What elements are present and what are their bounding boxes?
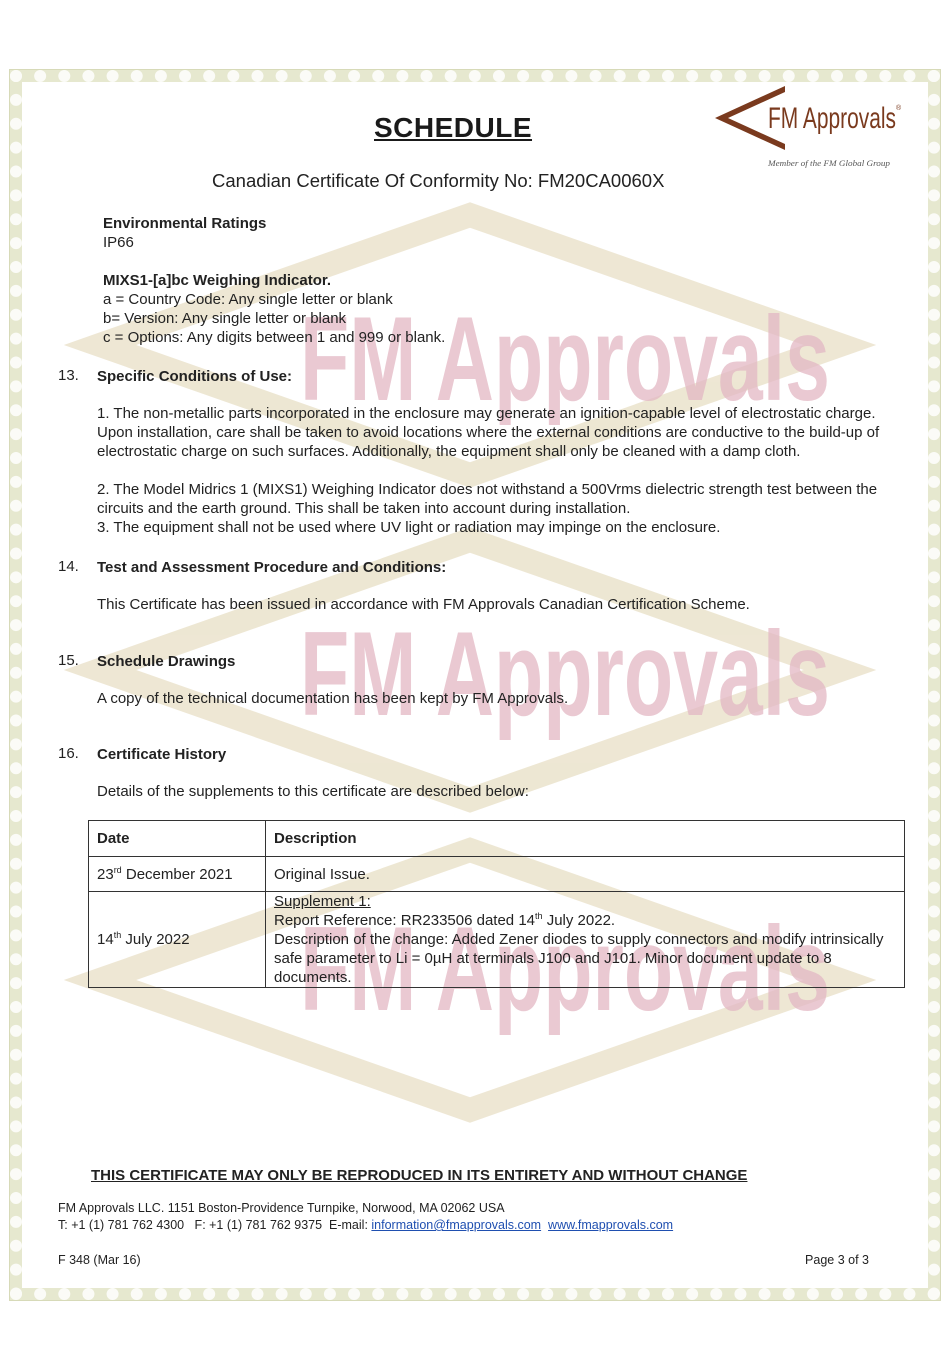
section-paragraph: 3. The equipment shall not be used where UV light or radiation may impinge on the enclosure.	[97, 519, 721, 536]
website-link[interactable]: www.fmapprovals.com	[548, 1218, 674, 1232]
form-id: F 348 (Mar 16)	[58, 1253, 141, 1267]
section-paragraph: 2. The Model Midrics 1 (MIXS1) Weighing Indicator does not withstand a 500Vrms dielectric strength test between the circuits and the earth ground. This shall be taken into account during installation.	[97, 481, 878, 517]
section-paragraph: A copy of the technical documentation has been kept by FM Approvals.	[97, 690, 569, 707]
section-paragraph: This Certificate has been issued in accordance with FM Approvals Canadian Certification Scheme.	[97, 596, 750, 613]
table-cell-date: 14th July 2022	[89, 892, 266, 988]
table-cell-description	[266, 892, 905, 988]
table-header-date: Date	[89, 821, 266, 857]
logo-registered-mark: ®	[896, 105, 902, 112]
environmental-value: IP66	[103, 234, 134, 251]
logo-tagline: Member of the FM Global Group	[766, 159, 890, 168]
model-line: a = Country Code: Any single letter or blank	[103, 291, 393, 308]
model-line: c = Options: Any digits between 1 and 999 or blank.	[103, 329, 446, 346]
change-description: Description of the change: Added Zener diodes to supply connectors and modify intrinsically safe parameter to Li = 0µH at terminals J100 and J101. Minor document update to 8 documents.	[274, 931, 884, 986]
email-link[interactable]: information@fmapprovals.com	[371, 1218, 542, 1232]
fm-approvals-logo	[710, 80, 910, 172]
reproduction-notice: THIS CERTIFICATE MAY ONLY BE REPRODUCED IN ITS ENTIRETY AND WITHOUT CHANGE	[91, 1167, 748, 1184]
section-number: 13.	[58, 367, 79, 384]
model-line: b= Version: Any single letter or blank	[103, 310, 347, 327]
table-row	[89, 892, 905, 988]
section-heading: Certificate History	[97, 746, 227, 763]
section-number: 15.	[58, 652, 79, 669]
section-number: 14.	[58, 558, 79, 575]
page-number: Page 3 of 3	[805, 1253, 869, 1267]
section-heading: Specific Conditions of Use:	[97, 368, 293, 385]
certificate-number: Canadian Certificate Of Conformity No: FM20CA0060X	[212, 170, 665, 191]
watermark-text: FM Approvals	[300, 607, 830, 741]
section-heading: Test and Assessment Procedure and Conditions:	[97, 559, 447, 576]
table-header-row	[89, 821, 905, 857]
report-reference: Report Reference: RR233506 dated 14th July 2022.	[274, 911, 616, 929]
footer-address: FM Approvals LLC. 1151 Boston-Providence Turnpike, Norwood, MA 02062 USA	[58, 1201, 505, 1215]
page-title: SCHEDULE	[374, 112, 533, 143]
table-row	[89, 857, 905, 892]
table-cell-description: Original Issue.	[266, 857, 905, 892]
logo-text: FM Approvals	[768, 102, 896, 135]
footer-phone-fax: T: +1 (1) 781 762 4300 F: +1 (1) 781 762 9375 E-mail:	[58, 1218, 372, 1232]
supplement-label: Supplement 1:	[274, 893, 371, 910]
table-header-description: Description	[266, 821, 905, 857]
environmental-heading: Environmental Ratings	[103, 215, 267, 232]
section-paragraph: Details of the supplements to this certificate are described below:	[97, 783, 529, 800]
watermark-text: FM Approvals	[300, 902, 830, 1036]
section-heading: Schedule Drawings	[97, 653, 236, 670]
watermark-text: FM Approvals	[300, 292, 830, 426]
model-heading: MIXS1-[a]bc Weighing Indicator.	[103, 272, 332, 289]
table-cell-date: 23rd December 2021	[89, 857, 266, 892]
certificate-history-table	[88, 820, 905, 988]
page-border	[10, 70, 940, 1300]
footer-contact	[58, 1218, 673, 1232]
section-number: 16.	[58, 745, 79, 762]
section-paragraph: 1. The non-metallic parts incorporated in the enclosure may generate an ignition-capable level of electrostatic charge. Upon installation, care shall be taken to avoid locations where the external conditions are conductive to the build-up of electrostatic charge on such surfaces. Additionally, the equipment shall only be cleaned with a damp cloth.	[97, 405, 880, 460]
